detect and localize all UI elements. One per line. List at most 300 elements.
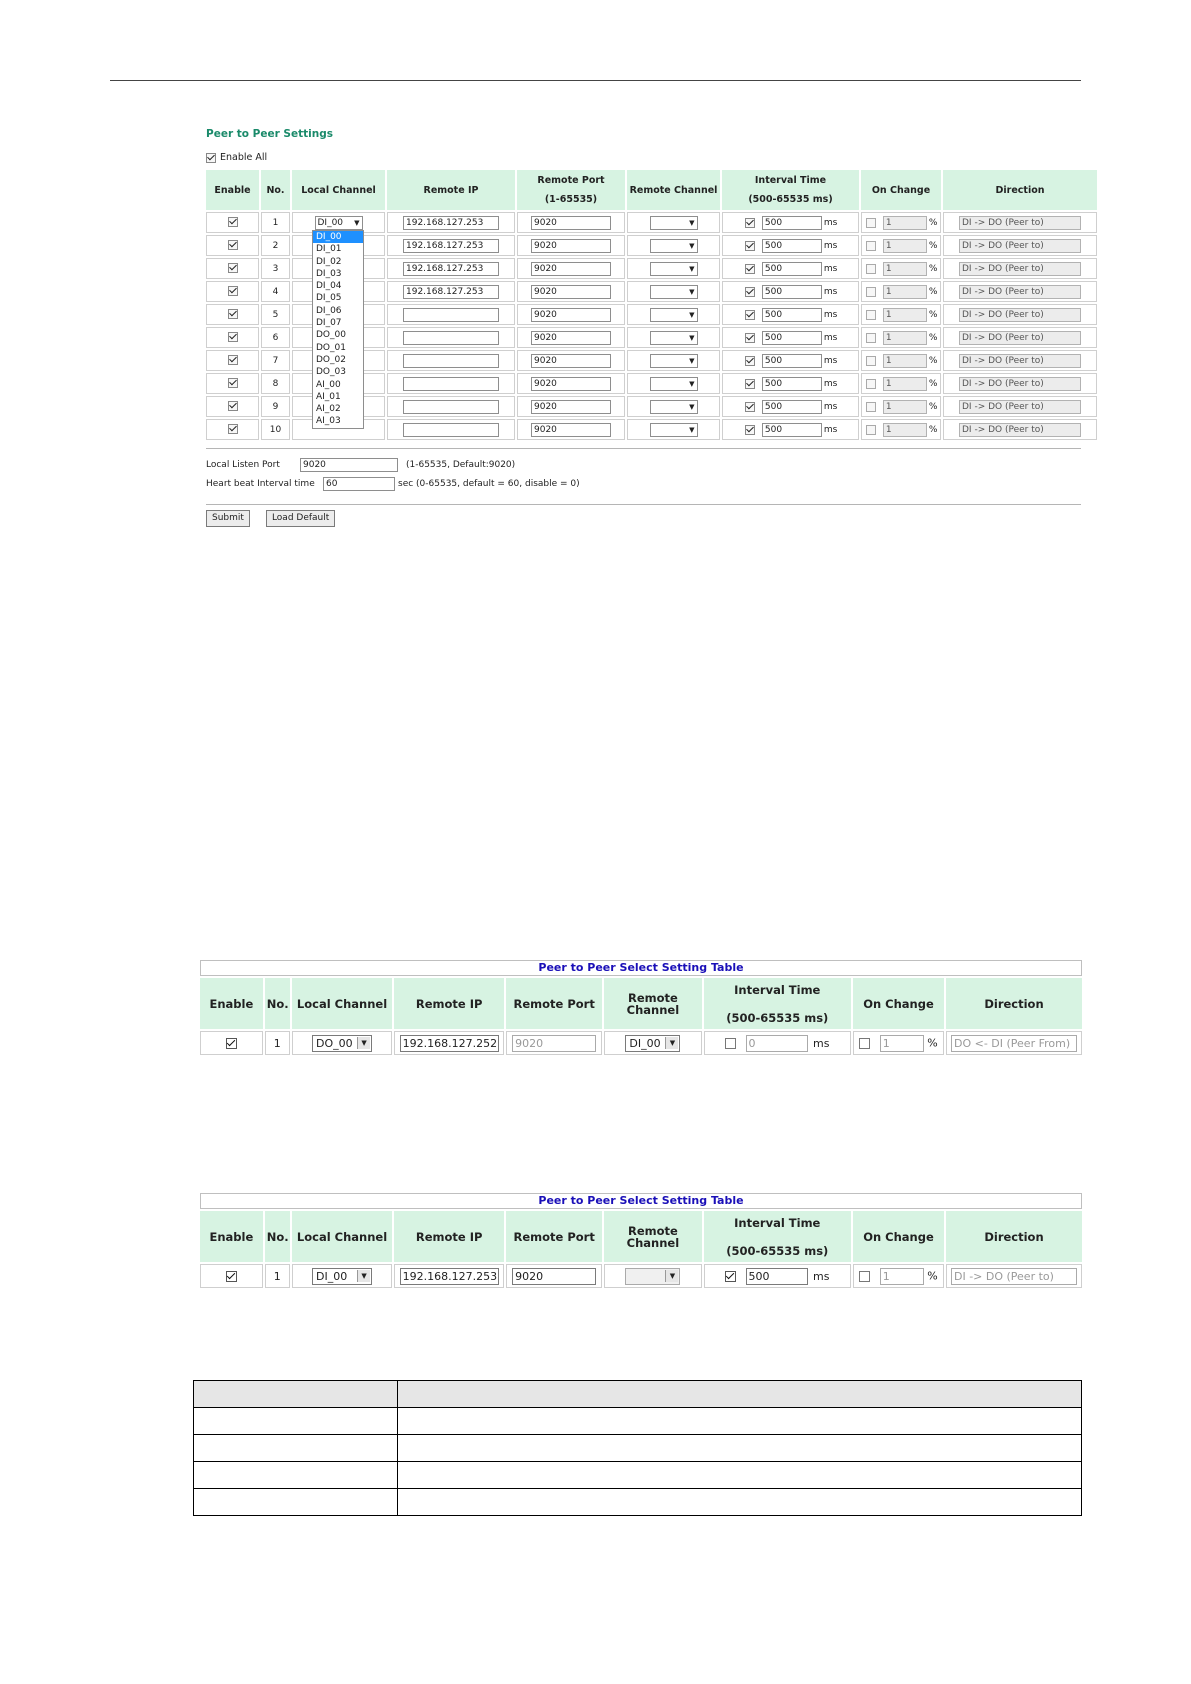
remote-channel-select[interactable] bbox=[650, 262, 698, 276]
direction-cell bbox=[946, 1031, 1082, 1055]
interval-checkbox[interactable] bbox=[745, 241, 755, 251]
on-change-input[interactable]: 1 bbox=[883, 354, 927, 368]
on-change-cell bbox=[861, 235, 941, 256]
interval-checkbox[interactable] bbox=[745, 287, 755, 297]
table-cell bbox=[194, 1462, 398, 1489]
chevron-down-icon: ▼ bbox=[689, 425, 695, 434]
remote-ip-input[interactable] bbox=[403, 308, 499, 322]
on-change-input[interactable]: 1 bbox=[880, 1268, 924, 1285]
direction-field: DI -> DO (Peer to) bbox=[959, 400, 1081, 414]
on-change-input[interactable]: 1 bbox=[883, 400, 927, 414]
direction-cell bbox=[943, 281, 1097, 302]
chevron-down-icon: ▼ bbox=[689, 402, 695, 411]
direction-cell bbox=[943, 327, 1097, 348]
direction-field: DI -> DO (Peer to) bbox=[959, 262, 1081, 276]
direction-cell bbox=[943, 396, 1097, 417]
peer-select-table bbox=[198, 1209, 1084, 1290]
header-no: No. bbox=[265, 978, 290, 1029]
header-interval-time bbox=[722, 170, 859, 210]
remote-channel-cell bbox=[627, 373, 720, 394]
on-change-unit: % bbox=[927, 1269, 938, 1282]
dropdown-option[interactable]: DI_07 bbox=[316, 318, 342, 329]
row-number: 10 bbox=[261, 419, 290, 440]
row-number: 1 bbox=[265, 1264, 290, 1288]
dropdown-option[interactable]: DI_03 bbox=[316, 268, 342, 279]
remote-ip-input[interactable]: 192.168.127.253 bbox=[403, 262, 499, 276]
interval-cell bbox=[722, 373, 859, 394]
chevron-down-icon: ▼ bbox=[354, 218, 360, 227]
interval-checkbox[interactable] bbox=[745, 333, 755, 343]
interval-input[interactable]: 500 bbox=[762, 285, 822, 299]
on-change-unit: % bbox=[928, 355, 938, 366]
load-default-button[interactable]: Load Default bbox=[266, 510, 335, 527]
table-cell bbox=[194, 1408, 398, 1435]
remote-port-cell bbox=[517, 327, 625, 348]
interval-cell bbox=[722, 258, 859, 279]
interval-input[interactable]: 500 bbox=[762, 239, 822, 253]
dropdown-option[interactable]: DO_03 bbox=[316, 367, 346, 378]
remote-channel-cell bbox=[627, 327, 720, 348]
on-change-cell bbox=[861, 373, 941, 394]
remote-ip-cell bbox=[387, 327, 515, 348]
remote-ip-input[interactable] bbox=[403, 331, 499, 345]
header-interval-range: (500-65535 ms) bbox=[748, 194, 833, 205]
header-no: No. bbox=[265, 1211, 290, 1262]
peer-select-table-panel-from bbox=[200, 960, 1082, 1057]
row-enable-checkbox[interactable] bbox=[228, 332, 238, 342]
remote-port-input[interactable]: 9020 bbox=[531, 262, 611, 276]
enable-cell bbox=[206, 350, 259, 371]
row-enable-checkbox[interactable] bbox=[228, 240, 238, 250]
interval-checkbox[interactable] bbox=[745, 356, 755, 366]
dropdown-option[interactable]: DI_04 bbox=[316, 281, 342, 292]
remote-ip-input[interactable]: 192.168.127.253 bbox=[403, 285, 499, 299]
table-row bbox=[194, 1462, 1082, 1489]
row-enable-checkbox[interactable] bbox=[228, 263, 238, 273]
remote-ip-input[interactable]: 192.168.127.253 bbox=[400, 1268, 499, 1285]
table-cell bbox=[398, 1462, 1082, 1489]
enable-cell bbox=[206, 258, 259, 279]
table-row bbox=[200, 1031, 1082, 1055]
dropdown-option[interactable]: AI_00 bbox=[316, 379, 341, 390]
remote-channel-select[interactable] bbox=[650, 423, 698, 437]
enable-all-label: Enable All bbox=[220, 152, 268, 163]
remote-ip-cell bbox=[387, 419, 515, 440]
chevron-down-icon: ▼ bbox=[665, 1270, 678, 1282]
remote-port-input[interactable]: 9020 bbox=[531, 400, 611, 414]
remote-channel-select[interactable] bbox=[625, 1268, 680, 1285]
remote-channel-select[interactable] bbox=[650, 377, 698, 391]
interval-checkbox[interactable] bbox=[725, 1271, 736, 1282]
enable-all-checkbox[interactable] bbox=[206, 153, 216, 163]
interval-checkbox[interactable] bbox=[745, 218, 755, 228]
remote-channel-cell bbox=[627, 258, 720, 279]
on-change-cell bbox=[861, 258, 941, 279]
on-change-checkbox[interactable] bbox=[866, 333, 876, 343]
remote-ip-input[interactable]: 192.168.127.252 bbox=[400, 1035, 499, 1052]
remote-port-cell bbox=[517, 235, 625, 256]
local-channel-cell bbox=[292, 1031, 392, 1055]
row-enable-checkbox[interactable] bbox=[226, 1271, 237, 1282]
on-change-unit: % bbox=[928, 424, 938, 435]
remote-ip-input[interactable] bbox=[403, 400, 499, 414]
direction-field: DI -> DO (Peer to) bbox=[959, 285, 1081, 299]
remote-port-input[interactable]: 9020 bbox=[531, 308, 611, 322]
interval-input[interactable]: 500 bbox=[762, 216, 822, 230]
local-channel-value: DO_00 bbox=[316, 1036, 353, 1050]
dropdown-option[interactable]: DI_02 bbox=[316, 256, 342, 267]
row-enable-checkbox[interactable] bbox=[228, 401, 238, 411]
dropdown-option[interactable]: DI_05 bbox=[316, 293, 342, 304]
header-interval-label: Interval Time bbox=[734, 982, 821, 997]
interval-unit: ms bbox=[823, 286, 838, 297]
local-channel-select[interactable] bbox=[315, 216, 363, 230]
remote-ip-cell bbox=[394, 1031, 504, 1055]
table-cell bbox=[398, 1408, 1082, 1435]
remote-ip-input[interactable]: 192.168.127.253 bbox=[403, 239, 499, 253]
on-change-checkbox[interactable] bbox=[866, 241, 876, 251]
remote-port-input[interactable]: 9020 bbox=[531, 423, 611, 437]
on-change-checkbox[interactable] bbox=[866, 218, 876, 228]
remote-ip-input[interactable]: 192.168.127.253 bbox=[403, 216, 499, 230]
remote-channel-select[interactable] bbox=[650, 239, 698, 253]
interval-unit: ms bbox=[813, 1036, 830, 1050]
local-channel-select[interactable] bbox=[312, 1035, 372, 1052]
row-enable-checkbox[interactable] bbox=[228, 378, 238, 388]
interval-checkbox[interactable] bbox=[745, 379, 755, 389]
heartbeat-label: Heart beat Interval time bbox=[206, 478, 315, 489]
interval-unit: ms bbox=[823, 355, 838, 366]
interval-unit: ms bbox=[823, 378, 838, 389]
remote-port-input[interactable]: 9020 bbox=[512, 1035, 596, 1052]
on-change-cell bbox=[853, 1031, 944, 1055]
row-enable-checkbox[interactable] bbox=[228, 286, 238, 296]
interval-input[interactable]: 500 bbox=[762, 354, 822, 368]
interval-checkbox[interactable] bbox=[725, 1038, 736, 1049]
interval-cell bbox=[722, 212, 859, 233]
header-enable: Enable bbox=[200, 978, 263, 1029]
table-header-row bbox=[200, 1211, 1082, 1262]
interval-unit: ms bbox=[823, 309, 838, 320]
interval-cell bbox=[722, 419, 859, 440]
on-change-unit: % bbox=[927, 1036, 938, 1049]
interval-unit: ms bbox=[823, 240, 838, 251]
remote-port-input[interactable]: 9020 bbox=[531, 331, 611, 345]
header-remote-port: Remote Port bbox=[506, 978, 602, 1029]
remote-channel-cell bbox=[627, 419, 720, 440]
dropdown-option[interactable]: DO_02 bbox=[316, 354, 346, 365]
on-change-input[interactable]: 1 bbox=[883, 377, 927, 391]
remote-ip-cell bbox=[387, 373, 515, 394]
dropdown-option[interactable]: DI_06 bbox=[316, 305, 342, 316]
direction-field: DI -> DO (Peer to) bbox=[959, 331, 1081, 345]
row-number: 2 bbox=[261, 235, 290, 256]
direction-field: DI -> DO (Peer to) bbox=[959, 354, 1081, 368]
remote-port-cell bbox=[517, 373, 625, 394]
on-change-cell bbox=[861, 327, 941, 348]
on-change-checkbox[interactable] bbox=[866, 310, 876, 320]
local-channel-value: DI_00 bbox=[316, 1269, 348, 1283]
remote-channel-select[interactable] bbox=[650, 354, 698, 368]
local-channel-select[interactable] bbox=[312, 1268, 372, 1285]
interval-unit: ms bbox=[823, 217, 838, 228]
header-interval-range: (500-65535 ms) bbox=[726, 1243, 829, 1258]
interval-input[interactable]: 500 bbox=[762, 331, 822, 345]
remote-channel-select[interactable] bbox=[650, 285, 698, 299]
direction-field: DI -> DO (Peer to) bbox=[959, 239, 1081, 253]
interval-cell bbox=[704, 1264, 851, 1288]
dropdown-option[interactable]: AI_01 bbox=[316, 391, 341, 402]
on-change-input[interactable]: 1 bbox=[880, 1035, 924, 1052]
enable-cell bbox=[206, 419, 259, 440]
header-local-channel: Local Channel bbox=[292, 170, 385, 210]
on-change-unit: % bbox=[928, 217, 938, 228]
direction-cell bbox=[943, 419, 1097, 440]
chevron-down-icon: ▼ bbox=[689, 333, 695, 342]
dropdown-option[interactable]: DI_00 bbox=[313, 231, 363, 243]
remote-port-cell bbox=[517, 212, 625, 233]
on-change-input[interactable]: 1 bbox=[883, 262, 927, 276]
table-row bbox=[194, 1435, 1082, 1462]
direction-field: DI -> DO (Peer to) bbox=[959, 377, 1081, 391]
interval-cell bbox=[722, 304, 859, 325]
peer-select-table-panel-to bbox=[200, 1193, 1082, 1290]
direction-cell bbox=[946, 1264, 1082, 1288]
header-remote-ip: Remote IP bbox=[387, 170, 515, 210]
remote-port-input[interactable]: 9020 bbox=[512, 1268, 596, 1285]
remote-port-input[interactable]: 9020 bbox=[531, 285, 611, 299]
on-change-cell bbox=[853, 1264, 944, 1288]
dropdown-option[interactable]: AI_03 bbox=[316, 416, 341, 427]
enable-cell bbox=[200, 1264, 263, 1288]
interval-input[interactable]: 500 bbox=[762, 377, 822, 391]
remote-channel-cell bbox=[627, 350, 720, 371]
on-change-checkbox[interactable] bbox=[866, 425, 876, 435]
chevron-down-icon: ▼ bbox=[689, 310, 695, 319]
header-remote-port bbox=[517, 170, 625, 210]
enable-cell bbox=[206, 396, 259, 417]
on-change-checkbox[interactable] bbox=[859, 1038, 870, 1049]
remote-ip-cell bbox=[387, 350, 515, 371]
header-remote-channel: Remote Channel bbox=[604, 978, 701, 1029]
direction-cell bbox=[943, 373, 1097, 394]
direction-cell bbox=[943, 212, 1097, 233]
direction-field: DI -> DO (Peer to) bbox=[959, 216, 1081, 230]
remote-port-input[interactable]: 9020 bbox=[531, 216, 611, 230]
select-table-title: Peer to Peer Select Setting Table bbox=[200, 960, 1082, 976]
local-channel-dropdown-list bbox=[312, 230, 364, 429]
table-row bbox=[194, 1408, 1082, 1435]
on-change-cell bbox=[861, 281, 941, 302]
on-change-input[interactable]: 1 bbox=[883, 423, 927, 437]
peer-select-table bbox=[198, 976, 1084, 1057]
header-interval-label: Interval Time bbox=[754, 175, 827, 186]
remote-ip-cell bbox=[394, 1264, 504, 1288]
row-number: 4 bbox=[261, 281, 290, 302]
chevron-down-icon: ▼ bbox=[689, 218, 695, 227]
on-change-input[interactable]: 1 bbox=[883, 239, 927, 253]
enable-cell bbox=[206, 212, 259, 233]
on-change-unit: % bbox=[928, 309, 938, 320]
local-listen-port-input[interactable]: 9020 bbox=[300, 458, 398, 472]
direction-field: DI -> DO (Peer to) bbox=[959, 308, 1081, 322]
remote-channel-value: DI_00 bbox=[629, 1036, 661, 1050]
remote-channel-cell bbox=[604, 1264, 701, 1288]
interval-unit: ms bbox=[823, 263, 838, 274]
header-direction: Direction bbox=[946, 1211, 1082, 1262]
remote-port-input[interactable]: 9020 bbox=[531, 239, 611, 253]
enable-cell bbox=[206, 373, 259, 394]
remote-ip-cell bbox=[387, 281, 515, 302]
on-change-input[interactable]: 1 bbox=[883, 216, 927, 230]
interval-unit: ms bbox=[823, 424, 838, 435]
header-on-change: On Change bbox=[853, 1211, 944, 1262]
header-on-change: On Change bbox=[853, 978, 944, 1029]
interval-input[interactable]: 500 bbox=[762, 423, 822, 437]
on-change-input[interactable]: 1 bbox=[883, 331, 927, 345]
row-number: 1 bbox=[261, 212, 290, 233]
on-change-checkbox[interactable] bbox=[866, 356, 876, 366]
header-interval-label: Interval Time bbox=[734, 1215, 821, 1230]
dropdown-option[interactable]: DO_01 bbox=[316, 342, 346, 353]
interval-checkbox[interactable] bbox=[745, 310, 755, 320]
chevron-down-icon: ▼ bbox=[689, 241, 695, 250]
on-change-unit: % bbox=[928, 263, 938, 274]
on-change-input[interactable]: 1 bbox=[883, 285, 927, 299]
row-number: 6 bbox=[261, 327, 290, 348]
interval-checkbox[interactable] bbox=[745, 425, 755, 435]
direction-cell bbox=[943, 235, 1097, 256]
interval-input[interactable]: 500 bbox=[762, 400, 822, 414]
row-enable-checkbox[interactable] bbox=[228, 217, 238, 227]
interval-cell bbox=[722, 350, 859, 371]
interval-unit: ms bbox=[823, 401, 838, 412]
enable-cell bbox=[200, 1031, 263, 1055]
submit-button[interactable]: Submit bbox=[206, 510, 250, 527]
on-change-checkbox[interactable] bbox=[866, 402, 876, 412]
chevron-down-icon: ▼ bbox=[357, 1037, 370, 1049]
on-change-cell bbox=[861, 212, 941, 233]
chevron-down-icon: ▼ bbox=[689, 379, 695, 388]
remote-port-cell bbox=[517, 304, 625, 325]
on-change-unit: % bbox=[928, 378, 938, 389]
local-channel-cell bbox=[292, 1264, 392, 1288]
row-number: 7 bbox=[261, 350, 290, 371]
direction-cell bbox=[943, 304, 1097, 325]
table-row bbox=[194, 1489, 1082, 1516]
direction-field: DO <- DI (Peer From) bbox=[951, 1035, 1077, 1052]
row-enable-checkbox[interactable] bbox=[228, 424, 238, 434]
local-listen-port-hint: (1-65535, Default:9020) bbox=[406, 459, 516, 470]
row-number: 1 bbox=[265, 1031, 290, 1055]
header-interval-range: (500-65535 ms) bbox=[726, 1010, 829, 1025]
interval-input[interactable]: 0 bbox=[746, 1035, 808, 1052]
remote-ip-cell bbox=[387, 212, 515, 233]
row-enable-checkbox[interactable] bbox=[226, 1038, 237, 1049]
on-change-cell bbox=[861, 350, 941, 371]
on-change-checkbox[interactable] bbox=[866, 379, 876, 389]
enable-cell bbox=[206, 304, 259, 325]
row-number: 5 bbox=[261, 304, 290, 325]
on-change-cell bbox=[861, 396, 941, 417]
remote-channel-cell bbox=[627, 212, 720, 233]
direction-field: DI -> DO (Peer to) bbox=[959, 423, 1081, 437]
remote-port-input[interactable]: 9020 bbox=[531, 354, 611, 368]
table-header-row bbox=[206, 170, 1097, 210]
remote-port-input[interactable]: 9020 bbox=[531, 377, 611, 391]
header-interval-time bbox=[704, 978, 851, 1029]
remote-channel-select[interactable] bbox=[650, 331, 698, 345]
row-enable-checkbox[interactable] bbox=[228, 309, 238, 319]
header-remote-channel: Remote Channel bbox=[627, 170, 720, 210]
header-local-channel: Local Channel bbox=[292, 978, 392, 1029]
table-cell bbox=[398, 1489, 1082, 1516]
dropdown-option[interactable]: DI_01 bbox=[316, 244, 342, 255]
remote-channel-select[interactable] bbox=[650, 400, 698, 414]
header-direction: Direction bbox=[946, 978, 1082, 1029]
row-number: 9 bbox=[261, 396, 290, 417]
remote-channel-select[interactable] bbox=[650, 308, 698, 322]
remote-channel-select[interactable] bbox=[625, 1035, 680, 1052]
on-change-unit: % bbox=[928, 240, 938, 251]
on-change-checkbox[interactable] bbox=[866, 287, 876, 297]
header-enable: Enable bbox=[206, 170, 259, 210]
heartbeat-hint: sec (0-65535, default = 60, disable = 0) bbox=[398, 478, 580, 489]
remote-ip-cell bbox=[387, 235, 515, 256]
remote-ip-input[interactable] bbox=[403, 377, 499, 391]
table-cell bbox=[194, 1489, 398, 1516]
table-row bbox=[200, 1264, 1082, 1288]
interval-cell bbox=[722, 235, 859, 256]
interval-cell bbox=[722, 327, 859, 348]
chevron-down-icon: ▼ bbox=[357, 1270, 370, 1282]
row-enable-checkbox[interactable] bbox=[228, 355, 238, 365]
on-change-unit: % bbox=[928, 332, 938, 343]
remote-port-cell bbox=[517, 258, 625, 279]
on-change-checkbox[interactable] bbox=[859, 1271, 870, 1282]
local-listen-port-row bbox=[206, 456, 1081, 473]
chevron-down-icon: ▼ bbox=[665, 1037, 678, 1049]
divider bbox=[206, 448, 1081, 449]
direction-field: DI -> DO (Peer to) bbox=[951, 1268, 1077, 1285]
chevron-down-icon: ▼ bbox=[689, 287, 695, 296]
remote-ip-input[interactable] bbox=[403, 354, 499, 368]
remote-port-cell bbox=[517, 419, 625, 440]
header-on-change: On Change bbox=[861, 170, 941, 210]
interval-input[interactable]: 500 bbox=[762, 308, 822, 322]
row-number: 8 bbox=[261, 373, 290, 394]
table-header-row bbox=[194, 1381, 1082, 1408]
interval-checkbox[interactable] bbox=[745, 264, 755, 274]
heartbeat-input[interactable]: 60 bbox=[323, 477, 395, 491]
on-change-unit: % bbox=[928, 401, 938, 412]
interval-checkbox[interactable] bbox=[745, 402, 755, 412]
header-direction: Direction bbox=[943, 170, 1097, 210]
on-change-checkbox[interactable] bbox=[866, 264, 876, 274]
interval-input[interactable]: 500 bbox=[762, 262, 822, 276]
remote-channel-cell bbox=[627, 304, 720, 325]
dropdown-option[interactable]: AI_02 bbox=[316, 404, 341, 415]
on-change-input[interactable]: 1 bbox=[883, 308, 927, 322]
dropdown-option[interactable]: DO_00 bbox=[316, 330, 346, 341]
table-cell bbox=[398, 1435, 1082, 1462]
local-listen-port-label: Local Listen Port bbox=[206, 459, 280, 470]
remote-ip-input[interactable] bbox=[403, 423, 499, 437]
remote-channel-select[interactable] bbox=[650, 216, 698, 230]
table-header-row bbox=[200, 978, 1082, 1029]
interval-input[interactable]: 500 bbox=[746, 1268, 808, 1285]
header-remote-port: Remote Port bbox=[506, 1211, 602, 1262]
